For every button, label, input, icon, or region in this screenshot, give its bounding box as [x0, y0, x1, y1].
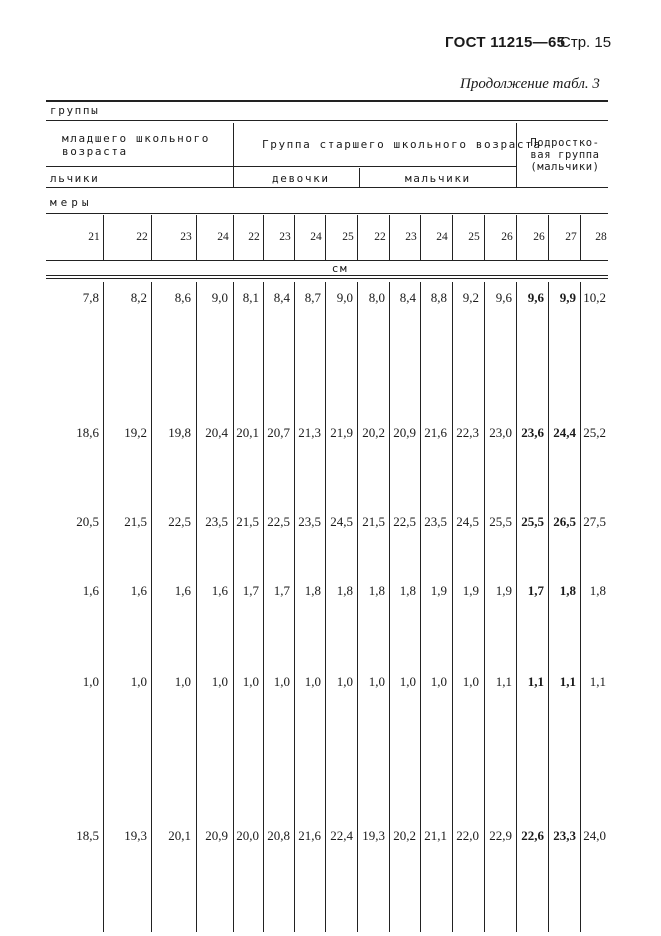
table-cell: 18,5 [76, 828, 99, 843]
table-cell: 19,2 [124, 425, 147, 440]
table-continuation-label: Продолжение табл. 3 [460, 76, 600, 92]
table-cell: 23,5 [298, 514, 321, 529]
table-cell: 1,1 [589, 674, 606, 689]
table-cell: 21,5 [124, 514, 147, 529]
column-header-divider [420, 215, 421, 260]
column-header-divider [294, 215, 295, 260]
table-cell: 23,6 [521, 425, 544, 440]
column-number: 26 [501, 231, 513, 243]
table-cell: 10,2 [583, 290, 606, 305]
table-cell: 20,5 [76, 514, 99, 529]
table-cell: 22,3 [456, 425, 479, 440]
table-cell: 9,6 [527, 290, 544, 305]
rule-unit-bottom [46, 278, 608, 279]
table-cell: 20,4 [205, 425, 228, 440]
column-header-divider [151, 215, 152, 260]
table-cell: 20,7 [267, 425, 290, 440]
table-cell: 9,6 [495, 290, 512, 305]
table-cell: 9,0 [211, 290, 228, 305]
column-number: 23 [405, 231, 417, 243]
table-cell: 25,5 [521, 514, 544, 529]
table-cell: 1,0 [174, 674, 191, 689]
table-cell: 21,6 [424, 425, 447, 440]
table-cell: 1,8 [368, 583, 385, 598]
table-cell: 20,2 [393, 828, 416, 843]
column-header-divider [452, 215, 453, 260]
table-cell: 22,5 [168, 514, 191, 529]
table-cell: 1,7 [527, 583, 544, 598]
column-header-divider [263, 215, 264, 260]
table-cell: 9,0 [336, 290, 353, 305]
table-cell: 8,4 [399, 290, 416, 305]
table-cell: 1,1 [527, 674, 544, 689]
table-cell: 23,0 [489, 425, 512, 440]
rule-unit [46, 275, 608, 276]
table-cell: 20,0 [236, 828, 259, 843]
table-cell: 19,3 [124, 828, 147, 843]
table-cell: 24,5 [330, 514, 353, 529]
table-cell: 1,8 [304, 583, 321, 598]
table-cell: 1,0 [273, 674, 290, 689]
table-cell: 23,3 [553, 828, 576, 843]
column-number: 25 [468, 231, 480, 243]
gender-divider [359, 168, 360, 187]
table-cell: 26,5 [553, 514, 576, 529]
table-cell: 9,2 [462, 290, 479, 305]
table-cell: 22,6 [521, 828, 544, 843]
measures-label: меры [50, 196, 93, 209]
table-cell: 1,8 [336, 583, 353, 598]
table-cell: 1,7 [242, 583, 259, 598]
group-divider-2 [516, 123, 517, 187]
column-header-divider [103, 215, 104, 260]
rule-age-groups [46, 166, 516, 167]
table-cell: 21,6 [298, 828, 321, 843]
column-header-divider [233, 215, 234, 260]
table-cell: 20,1 [236, 425, 259, 440]
column-number: 21 [88, 231, 100, 243]
table-cell: 20,2 [362, 425, 385, 440]
table-cell: 19,8 [168, 425, 191, 440]
table-cell: 1,8 [559, 583, 576, 598]
rule-column-numbers [46, 260, 608, 261]
column-number: 24 [436, 231, 448, 243]
table-cell: 1,8 [399, 583, 416, 598]
table-cell: 8,8 [430, 290, 447, 305]
column-number: 28 [595, 231, 607, 243]
table-cell: 22,0 [456, 828, 479, 843]
table-cell: 1,0 [82, 674, 99, 689]
junior-group-label: младшего школьного возраста [62, 132, 211, 158]
table-cell: 20,9 [393, 425, 416, 440]
table-cell: 1,1 [495, 674, 512, 689]
column-header-divider [548, 215, 549, 260]
table-cell: 1,0 [130, 674, 147, 689]
column-number: 23 [279, 231, 291, 243]
table-cell: 1,9 [430, 583, 447, 598]
boys-left-label: льчики [50, 172, 100, 185]
table-cell: 1,0 [368, 674, 385, 689]
table-cell: 1,7 [273, 583, 290, 598]
table-cell: 18,6 [76, 425, 99, 440]
column-number: 25 [342, 231, 354, 243]
table-cell: 20,9 [205, 828, 228, 843]
table-cell: 1,6 [174, 583, 191, 598]
table-cell: 23,5 [205, 514, 228, 529]
table-cell: 1,6 [82, 583, 99, 598]
table-cell: 1,9 [495, 583, 512, 598]
column-header-divider [325, 215, 326, 260]
senior-group-label: Группа старшего школьного возраста [262, 138, 542, 151]
table-cell: 1,0 [462, 674, 479, 689]
table-cell: 24,4 [553, 425, 576, 440]
column-number: 23 [180, 231, 192, 243]
table-cell: 22,9 [489, 828, 512, 843]
table-cell: 9,9 [559, 290, 576, 305]
table-cell: 7,8 [82, 290, 99, 305]
table-cell: 20,8 [267, 828, 290, 843]
table-cell: 8,2 [130, 290, 147, 305]
column-header-divider [196, 215, 197, 260]
standard-number: ГОСТ 11215—65 [445, 34, 566, 51]
table-cell: 20,1 [168, 828, 191, 843]
teen-group-label: Подростко- вая группа (мальчики) [530, 137, 600, 173]
groups-label: группы [50, 104, 100, 117]
column-number: 26 [533, 231, 545, 243]
table-top-rule [46, 100, 608, 102]
table-cell: 22,5 [267, 514, 290, 529]
table-cell: 21,1 [424, 828, 447, 843]
table-cell: 1,6 [130, 583, 147, 598]
column-header-divider [357, 215, 358, 260]
page-number: Стр. 15 [560, 34, 612, 51]
girls-label: девочки [272, 172, 330, 185]
column-number: 24 [310, 231, 322, 243]
column-divider [103, 282, 104, 932]
column-divider [151, 282, 152, 932]
rule-measures [46, 213, 608, 214]
column-header-divider [580, 215, 581, 260]
table-cell: 1,0 [211, 674, 228, 689]
table-cell: 8,1 [242, 290, 259, 305]
table-cell: 23,5 [424, 514, 447, 529]
table-cell: 24,5 [456, 514, 479, 529]
table-cell: 1,9 [462, 583, 479, 598]
table-cell: 1,8 [589, 583, 606, 598]
table-cell: 19,3 [362, 828, 385, 843]
table-cell: 25,5 [489, 514, 512, 529]
table-cell: 8,6 [174, 290, 191, 305]
column-number: 22 [136, 231, 148, 243]
table-cell: 1,0 [336, 674, 353, 689]
rule-groups [46, 120, 608, 121]
table-cell: 24,0 [583, 828, 606, 843]
table-cell: 1,0 [430, 674, 447, 689]
rule-gender [46, 187, 608, 188]
unit-label: см [331, 262, 349, 275]
table-cell: 21,5 [236, 514, 259, 529]
table-cell: 1,0 [304, 674, 321, 689]
table-cell: 21,9 [330, 425, 353, 440]
table-cell: 8,4 [273, 290, 290, 305]
table-cell: 27,5 [583, 514, 606, 529]
column-header-divider [516, 215, 517, 260]
table-cell: 1,0 [242, 674, 259, 689]
table-cell: 25,2 [583, 425, 606, 440]
table-cell: 8,7 [304, 290, 321, 305]
boys-label: мальчики [405, 172, 471, 185]
table-cell: 21,3 [298, 425, 321, 440]
column-number: 22 [248, 231, 260, 243]
column-header-divider [389, 215, 390, 260]
table-cell: 8,0 [368, 290, 385, 305]
group-divider-1 [233, 123, 234, 187]
table-cell: 1,0 [399, 674, 416, 689]
column-header-divider [484, 215, 485, 260]
table-cell: 22,4 [330, 828, 353, 843]
table-cell: 1,6 [211, 583, 228, 598]
column-number: 27 [565, 231, 577, 243]
column-number: 22 [374, 231, 386, 243]
table-cell: 22,5 [393, 514, 416, 529]
column-number: 24 [217, 231, 229, 243]
table-cell: 1,1 [559, 674, 576, 689]
table-cell: 21,5 [362, 514, 385, 529]
